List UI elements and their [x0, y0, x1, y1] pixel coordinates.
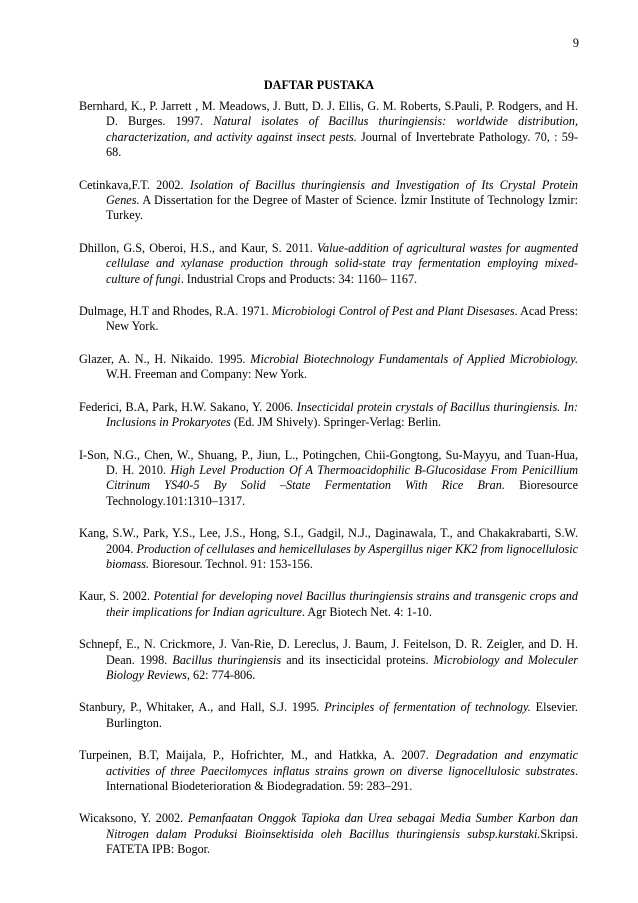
reference-authors: Bernhard, K., P. Jarrett , M. Meadows, J. Butt, D. J. Ellis, G. M. Roberts, S.Pauli, P. Rodgers, and H. D. Burges. 1997. [79, 99, 578, 129]
reference-source: . Industrial Crops and Products: 34: 1160– 1167. [180, 271, 418, 286]
reference-title: Natural isolates of Bacillus thuringiensis: worldwide distribution, characterization, and activity against insect pests. [106, 114, 578, 144]
reference-authors: Kaur, S. 2002. [79, 589, 154, 604]
reference-entry [79, 178, 578, 224]
reference-source: Bioresour. Technol. 91: 153-156. [149, 556, 313, 571]
reference-authors: Dhillon, G.S, Oberoi, H.S., and Kaur, S. 2011. [79, 240, 317, 255]
reference-authors: Turpeinen, B.T, Maijala, P., Hofrichter, M., and Hatkka, A. 2007. [79, 748, 436, 763]
reference-authors: Stanbury, P., Whitaker, A., and Hall, S.J. 1995. [79, 700, 325, 715]
reference-title: Insecticidal protein crystals of Bacillus thuringiensis. In: Inclusions in Prokaryotes [106, 399, 579, 430]
reference-source: Skripsi. FATETA IPB: Bogor. [106, 826, 578, 857]
reference-authors: Wicaksono, Y. 2002. [79, 811, 188, 826]
reference-source: (Ed. JM Shively). Springer-Verlag: Berlin. [230, 415, 442, 430]
section-heading: DAFTAR PUSTAKA [263, 78, 375, 92]
reference-text: and its insecticidal proteins. [281, 652, 434, 667]
reference-title: Principles of fermentation of technology. [324, 700, 531, 715]
reference-entry [79, 637, 578, 683]
reference-source: . International Biodeterioration & Biodegradation. 59: 283–291. [106, 763, 578, 793]
reference-list [79, 99, 578, 875]
reference-title: Value-addition of agricultural wastes for augmented cellulase and xylanase production through solid-state tray fermentation employing mixed-culture of fungi [106, 240, 578, 286]
reference-entry [79, 526, 578, 572]
reference-entry [79, 304, 578, 335]
reference-source: Journal of Invertebrate Pathology. 70, : 59-68. [106, 129, 579, 160]
reference-source: W.H. Freeman and Company: New York. [106, 367, 307, 382]
reference-entry [79, 700, 578, 731]
reference-title: Isolation of Bacillus thuringiensis and Investigation of Its Crystal Protein Genes. [106, 177, 578, 208]
reference-entry [79, 589, 578, 620]
reference-source: . Agr Biotech Net. 4: 1-10. [301, 604, 432, 619]
reference-title: Microbial Biotechnology Fundamentals of Applied Microbiology. [250, 351, 578, 366]
reference-entry [79, 400, 578, 431]
reference-entry [79, 811, 578, 857]
reference-title: Degradation and enzymatic activities of three Paecilomyces inflatus strains grown on diverse lignocellulosic substrates [106, 748, 578, 778]
reference-authors: Dulmage, H.T and Rhodes, R.A. 1971. [79, 304, 272, 319]
reference-authors: Cetinkava,F.T. 2002. [79, 177, 190, 192]
reference-title: Microbiologi Control of Pest and Plant Disesases [271, 304, 515, 319]
reference-title: Potential for developing novel Bacillus thuringiensis strains and transgenic crops and their implications for Indian agriculture [106, 589, 578, 619]
reference-authors: I-Son, N.G., Chen, W., Shuang, P., Jiun, L., Potingchen, Chii-Gongtong, Su-Mayyu, and Tuan-Hua, D. H. 2010. [79, 447, 578, 477]
reference-entry [79, 99, 578, 161]
reference-source: Bioresource Technology.101:1310–1317. [106, 478, 579, 508]
reference-source: 62: 774-806. [189, 667, 256, 682]
reference-title: High Level Production Of A Thermoacidophilic B-Glucosidase From Penicillium Citrinum YS40-5 By Solid –State Fermentation With Rice Bran. [106, 462, 578, 493]
reference-source: . Acad Press: New York. [106, 304, 578, 334]
reference-title: Pemanfaatan Onggok Tapioka dan Urea sebagai Media Sumber Karbon dan Nitrogen dalam Produksi Bioinsektisida oleh Bacillus thuringiensis subsp.kurstaki. [106, 811, 578, 841]
reference-authors: Federici, B.A, Park, H.W. Sakano, Y. 2006. [79, 399, 297, 414]
reference-source: Elsevier. Burlington. [106, 700, 578, 730]
reference-authors: Schnepf, E., N. Crickmore, J. Van-Rie, D. Lereclus, J. Baum, J. Feitelson, D. R. Zeigler, and D. H. Dean. 1998. [79, 637, 578, 667]
reference-entry [79, 748, 578, 794]
reference-authors: Kang, S.W., Park, Y.S., Lee, J.S., Hong, S.I., Gadgil, N.J., Daginawala, T., and Chakakrabarti, S.W. 2004. [79, 526, 578, 556]
reference-journal: Microbiology and Moleculer Biology Reviews, [106, 652, 578, 682]
reference-title: Production of cellulases and hemicellulases by Aspergillus niger KK2 from lignocellulosic biomass. [106, 541, 578, 571]
reference-entry [79, 241, 578, 287]
reference-source: A Dissertation for the Degree of Master of Science. İzmir Institute of Technology İzmir: Turkey. [106, 193, 578, 223]
reference-entry [79, 352, 578, 383]
page-number: 9 [572, 36, 579, 50]
reference-title: Bacillus thuringiensis [172, 652, 282, 667]
reference-entry [79, 448, 578, 510]
reference-authors: Glazer, A. N., H. Nikaido. 1995. [79, 351, 251, 366]
